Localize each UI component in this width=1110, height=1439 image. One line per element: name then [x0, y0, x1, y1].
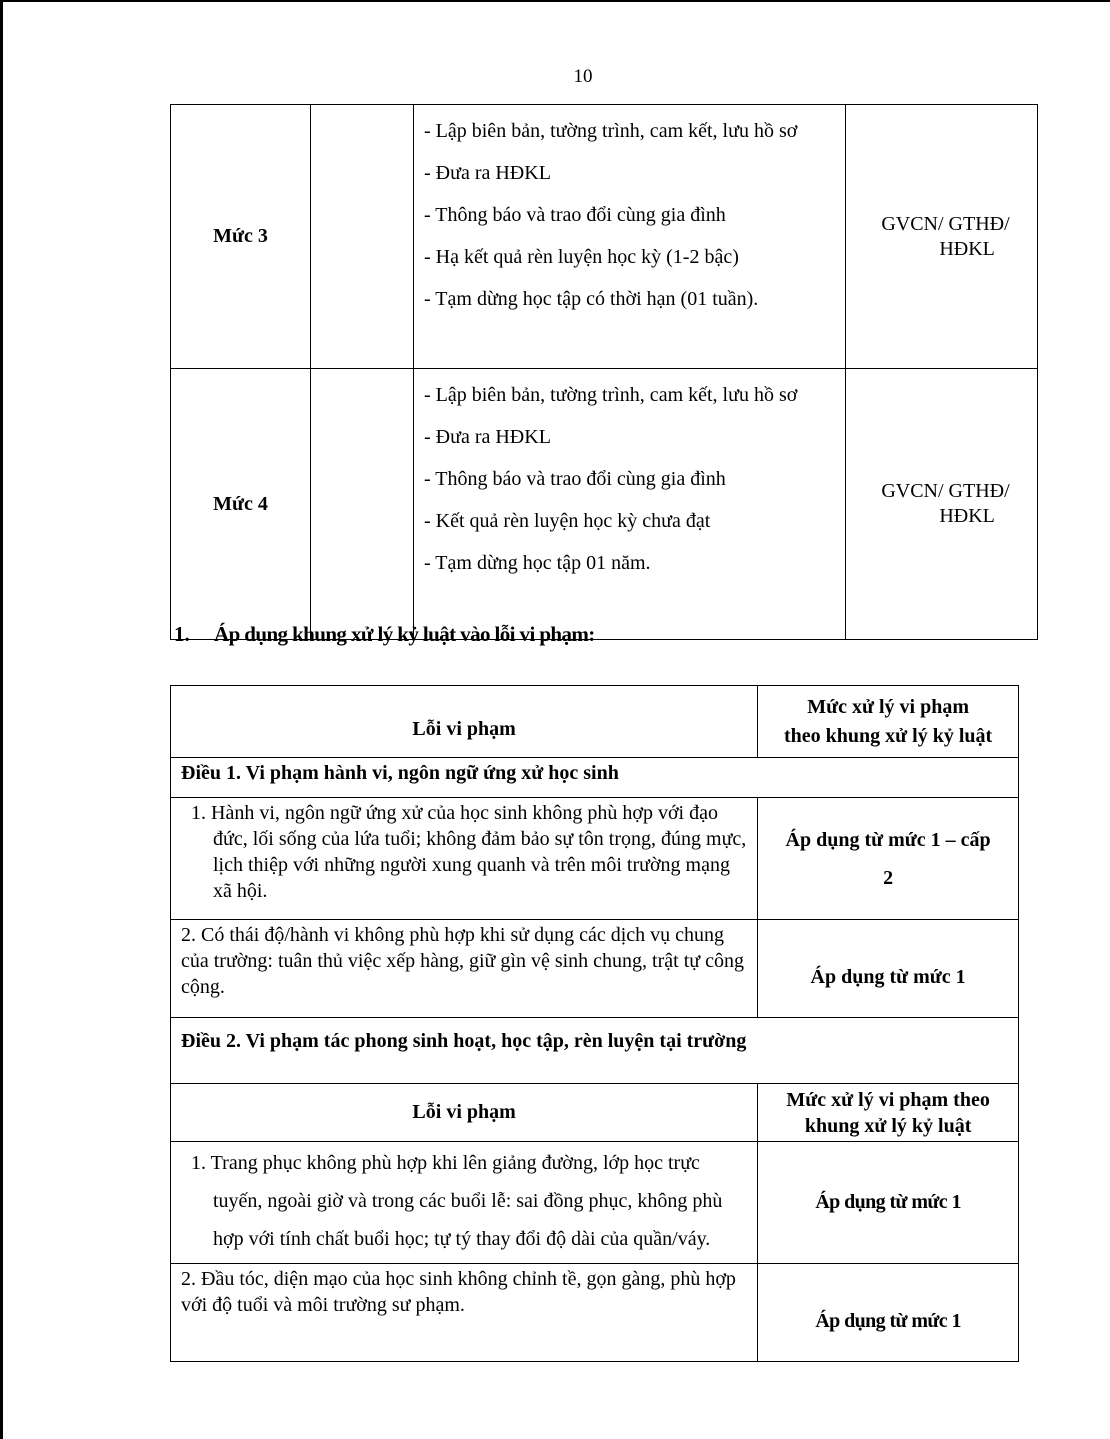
violation-text-cell [171, 1142, 758, 1264]
violation-text: 1. Hành vi, ngôn ngữ ứng xử của học sinh không phù hợp với đạo đức, lối sống của lứa tuổi; không đảm bảo sự tôn trọng, đúng mực, lịch thiệp với những người xung quanh và trên môi trường mạng xã hội. [191, 802, 747, 902]
penalty-line: Áp dụng từ mức 1 – cấp [785, 828, 991, 851]
section-heading [174, 622, 595, 647]
action-item: - Lập biên bản, tường trình, cam kết, lưu hồ sơ [424, 120, 798, 142]
article-title: Điều 1. Vi phạm hành vi, ngôn ngữ ứng xử học sinh [171, 758, 1019, 798]
level-label: Mức 4 [171, 369, 311, 640]
page-number: 10 [573, 66, 593, 87]
article-title: Điều 2. Vi phạm tác phong sinh hoạt, học tập, rèn luyện tại trường [171, 1018, 1019, 1084]
header-penalty-line: Mức xử lý vi phạm [807, 695, 969, 718]
responsible-cell [846, 105, 1038, 369]
penalty-line: 2 [883, 866, 894, 889]
header-penalty-line: khung xử lý kỷ luật [804, 1114, 972, 1137]
violation-row [171, 1142, 1019, 1264]
violation-text-cell [171, 920, 758, 1018]
penalty-cell [758, 798, 1019, 920]
violation-text-cell [171, 1264, 758, 1362]
header-violation: Lỗi vi phạm [171, 686, 758, 758]
violation-row [171, 920, 1019, 1018]
responsible-line: GVCN/ GTHĐ/ [881, 480, 1010, 502]
section-number: 1. [174, 622, 190, 646]
violation-text: 1. Trang phục không phù hợp khi lên giảng đường, lớp học trực tuyến, ngoài giờ và trong các buổi lễ: sai đồng phục, không phù hợp với tính chất buổi học; tự tý thay đổi độ dài của quần/váy. [191, 1152, 723, 1250]
violation-row [171, 798, 1019, 920]
level-label: Mức 3 [171, 105, 311, 369]
responsible-line: HĐKL [939, 505, 995, 527]
action-item: - Kết quả rèn luyện học kỳ chưa đạt [424, 510, 711, 532]
action-item: - Tạm dừng học tập 01 năm. [424, 552, 651, 574]
article-row [171, 1018, 1019, 1084]
violation-text: 2. Đầu tóc, diện mạo của học sinh không chỉnh tề, gọn gàng, phù hợp với độ tuổi và môi trường sư phạm. [181, 1268, 736, 1316]
level-row [171, 369, 1038, 640]
violation-text-cell [171, 798, 758, 920]
discipline-level-table [170, 104, 1038, 640]
action-item: - Tạm dừng học tập có thời hạn (01 tuần). [424, 288, 759, 310]
action-item: - Lập biên bản, tường trình, cam kết, lưu hồ sơ [424, 384, 798, 406]
violation-text: 2. Có thái độ/hành vi không phù hợp khi sử dụng các dịch vụ chung của trường: tuân thủ việc xếp hàng, giữ gìn vệ sinh chung, trật tự công cộng. [181, 924, 744, 998]
header-penalty [758, 1084, 1019, 1142]
article-row [171, 758, 1019, 798]
header-penalty-line: theo khung xử lý kỷ luật [784, 724, 993, 747]
header-violation: Lỗi vi phạm [171, 1084, 758, 1142]
page-border-top [0, 0, 1110, 2]
violation-row [171, 1264, 1019, 1362]
actions-cell [414, 369, 846, 640]
penalty-cell: Áp dụng từ mức 1 [758, 920, 1019, 1018]
level-row [171, 105, 1038, 369]
actions-cell [414, 105, 846, 369]
action-item: - Đưa ra HĐKL [424, 162, 551, 184]
page-border-left [0, 0, 3, 1439]
empty-cell [311, 369, 414, 640]
table-header-row [171, 686, 1019, 758]
action-item: - Hạ kết quả rèn luyện học kỳ (1-2 bậc) [424, 246, 739, 268]
penalty-cell: Áp dụng từ mức 1 [758, 1142, 1019, 1264]
responsible-line: HĐKL [939, 237, 995, 260]
header-penalty [758, 686, 1019, 758]
table-header-row [171, 1084, 1019, 1142]
responsible-line: GVCN/ GTHĐ/ [881, 212, 1010, 235]
violation-table [170, 685, 1019, 1362]
responsible-cell [846, 369, 1038, 640]
action-item: - Thông báo và trao đổi cùng gia đình [424, 468, 726, 490]
action-item: - Thông báo và trao đổi cùng gia đình [424, 204, 726, 226]
header-penalty-line: Mức xử lý vi phạm theo [786, 1088, 990, 1111]
section-title: Áp dụng khung xử lý kỷ luật vào lỗi vi phạm: [214, 622, 595, 646]
penalty-cell: Áp dụng từ mức 1 [758, 1264, 1019, 1362]
action-item: - Đưa ra HĐKL [424, 426, 551, 448]
empty-cell [311, 105, 414, 369]
